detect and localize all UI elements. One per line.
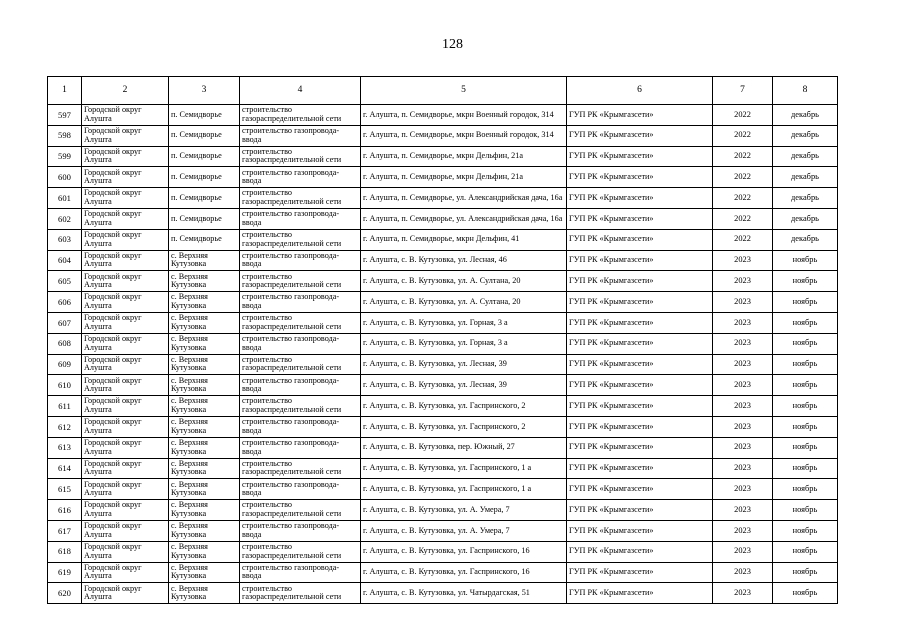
work-type-cell: строительство газораспределительной сети	[240, 229, 361, 250]
municipality-cell: Городской округ Алушта	[82, 458, 169, 479]
address-cell: г. Алушта, с. В. Кутузовка, ул. Лесная, 39	[361, 375, 567, 396]
settlement-cell: с. Верхняя Кутузовка	[169, 333, 240, 354]
work-type-cell: строительство газопровода-ввода	[240, 562, 361, 583]
year-cell: 2023	[713, 250, 773, 271]
month-cell: декабрь	[773, 125, 838, 146]
work-type-cell: строительство газораспределительной сети	[240, 354, 361, 375]
municipality-cell: Городской округ Алушта	[82, 229, 169, 250]
address-cell: г. Алушта, с. В. Кутузовка, ул. А. Умера, 7	[361, 520, 567, 541]
year-cell: 2023	[713, 479, 773, 500]
address-cell: г. Алушта, с. В. Кутузовка, ул. А. Султана, 20	[361, 292, 567, 313]
work-type-cell: строительство газопровода-ввода	[240, 208, 361, 229]
organization-cell: ГУП РК «Крымгазсети»	[567, 125, 713, 146]
header-cell: 2	[82, 77, 169, 105]
header-cell: 5	[361, 77, 567, 105]
municipality-cell: Городской округ Алушта	[82, 146, 169, 167]
table-body	[48, 105, 838, 604]
month-cell: ноябрь	[773, 583, 838, 604]
address-cell: г. Алушта, с. В. Кутузовка, ул. А. Умера, 7	[361, 500, 567, 521]
organization-cell: ГУП РК «Крымгазсети»	[567, 250, 713, 271]
work-type-cell: строительство газопровода-ввода	[240, 375, 361, 396]
organization-cell: ГУП РК «Крымгазсети»	[567, 312, 713, 333]
settlement-cell: с. Верхняя Кутузовка	[169, 500, 240, 521]
row-number-cell: 602	[48, 208, 82, 229]
settlement-cell: с. Верхняя Кутузовка	[169, 312, 240, 333]
row-number-cell: 603	[48, 229, 82, 250]
settlement-cell: п. Семидворье	[169, 125, 240, 146]
table-row	[48, 541, 838, 562]
row-number-cell: 611	[48, 396, 82, 417]
settlement-cell: п. Семидворье	[169, 229, 240, 250]
address-cell: г. Алушта, п. Семидворье, мкрн Военный городок, 314	[361, 105, 567, 126]
month-cell: декабрь	[773, 208, 838, 229]
table-row	[48, 146, 838, 167]
year-cell: 2023	[713, 416, 773, 437]
organization-cell: ГУП РК «Крымгазсети»	[567, 271, 713, 292]
municipality-cell: Городской округ Алушта	[82, 271, 169, 292]
year-cell: 2023	[713, 271, 773, 292]
work-type-cell: строительство газопровода-ввода	[240, 167, 361, 188]
address-cell: г. Алушта, с. В. Кутузовка, ул. Гаспринского, 2	[361, 416, 567, 437]
table-row	[48, 437, 838, 458]
table-row	[48, 188, 838, 209]
year-cell: 2023	[713, 562, 773, 583]
organization-cell: ГУП РК «Крымгазсети»	[567, 105, 713, 126]
table-row	[48, 250, 838, 271]
municipality-cell: Городской округ Алушта	[82, 416, 169, 437]
organization-cell: ГУП РК «Крымгазсети»	[567, 500, 713, 521]
month-cell: ноябрь	[773, 479, 838, 500]
organization-cell: ГУП РК «Крымгазсети»	[567, 520, 713, 541]
year-cell: 2023	[713, 312, 773, 333]
organization-cell: ГУП РК «Крымгазсети»	[567, 146, 713, 167]
municipality-cell: Городской округ Алушта	[82, 125, 169, 146]
header-row	[48, 77, 838, 105]
address-cell: г. Алушта, с. В. Кутузовка, ул. Чатырдагская, 51	[361, 583, 567, 604]
table-row	[48, 105, 838, 126]
work-type-cell: строительство газопровода-ввода	[240, 333, 361, 354]
year-cell: 2023	[713, 541, 773, 562]
settlement-cell: с. Верхняя Кутузовка	[169, 354, 240, 375]
settlement-cell: с. Верхняя Кутузовка	[169, 416, 240, 437]
month-cell: ноябрь	[773, 500, 838, 521]
row-number-cell: 610	[48, 375, 82, 396]
address-cell: г. Алушта, с. В. Кутузовка, ул. Гаспринского, 16	[361, 541, 567, 562]
month-cell: ноябрь	[773, 458, 838, 479]
municipality-cell: Городской округ Алушта	[82, 250, 169, 271]
year-cell: 2022	[713, 105, 773, 126]
address-cell: г. Алушта, п. Семидворье, ул. Александрийская дача, 16а	[361, 208, 567, 229]
month-cell: ноябрь	[773, 292, 838, 313]
address-cell: г. Алушта, с. В. Кутузовка, ул. Гаспринского, 1 а	[361, 458, 567, 479]
month-cell: декабрь	[773, 229, 838, 250]
month-cell: ноябрь	[773, 250, 838, 271]
organization-cell: ГУП РК «Крымгазсети»	[567, 375, 713, 396]
month-cell: ноябрь	[773, 312, 838, 333]
month-cell: ноябрь	[773, 520, 838, 541]
year-cell: 2022	[713, 167, 773, 188]
municipality-cell: Городской округ Алушта	[82, 479, 169, 500]
year-cell: 2023	[713, 583, 773, 604]
row-number-cell: 618	[48, 541, 82, 562]
row-number-cell: 599	[48, 146, 82, 167]
row-number-cell: 609	[48, 354, 82, 375]
organization-cell: ГУП РК «Крымгазсети»	[567, 354, 713, 375]
table-row	[48, 229, 838, 250]
settlement-cell: с. Верхняя Кутузовка	[169, 250, 240, 271]
year-cell: 2023	[713, 520, 773, 541]
table-row	[48, 125, 838, 146]
address-cell: г. Алушта, п. Семидворье, мкрн Дельфин, 41	[361, 229, 567, 250]
month-cell: ноябрь	[773, 416, 838, 437]
table-row	[48, 583, 838, 604]
table-row	[48, 458, 838, 479]
settlement-cell: с. Верхняя Кутузовка	[169, 520, 240, 541]
month-cell: декабрь	[773, 105, 838, 126]
municipality-cell: Городской округ Алушта	[82, 375, 169, 396]
address-cell: г. Алушта, с. В. Кутузовка, ул. Лесная, 46	[361, 250, 567, 271]
organization-cell: ГУП РК «Крымгазсети»	[567, 479, 713, 500]
work-type-cell: строительство газораспределительной сети	[240, 500, 361, 521]
organization-cell: ГУП РК «Крымгазсети»	[567, 562, 713, 583]
row-number-cell: 617	[48, 520, 82, 541]
municipality-cell: Городской округ Алушта	[82, 188, 169, 209]
settlement-cell: с. Верхняя Кутузовка	[169, 437, 240, 458]
month-cell: декабрь	[773, 146, 838, 167]
organization-cell: ГУП РК «Крымгазсети»	[567, 333, 713, 354]
municipality-cell: Городской округ Алушта	[82, 396, 169, 417]
address-cell: г. Алушта, с. В. Кутузовка, ул. Гаспринского, 1 а	[361, 479, 567, 500]
month-cell: ноябрь	[773, 541, 838, 562]
row-number-cell: 619	[48, 562, 82, 583]
table-row	[48, 333, 838, 354]
month-cell: декабрь	[773, 188, 838, 209]
work-type-cell: строительство газораспределительной сети	[240, 312, 361, 333]
municipality-cell: Городской округ Алушта	[82, 437, 169, 458]
settlement-cell: с. Верхняя Кутузовка	[169, 292, 240, 313]
table-row	[48, 271, 838, 292]
settlement-cell: с. Верхняя Кутузовка	[169, 375, 240, 396]
row-number-cell: 612	[48, 416, 82, 437]
municipality-cell: Городской округ Алушта	[82, 583, 169, 604]
year-cell: 2023	[713, 333, 773, 354]
settlement-cell: п. Семидворье	[169, 105, 240, 126]
month-cell: ноябрь	[773, 396, 838, 417]
municipality-cell: Городской округ Алушта	[82, 167, 169, 188]
settlement-cell: п. Семидворье	[169, 146, 240, 167]
work-type-cell: строительство газораспределительной сети	[240, 583, 361, 604]
municipality-cell: Городской округ Алушта	[82, 562, 169, 583]
municipality-cell: Городской округ Алушта	[82, 292, 169, 313]
header-cell: 4	[240, 77, 361, 105]
address-cell: г. Алушта, п. Семидворье, мкрн Дельфин, 21а	[361, 167, 567, 188]
organization-cell: ГУП РК «Крымгазсети»	[567, 188, 713, 209]
table-row	[48, 562, 838, 583]
organization-cell: ГУП РК «Крымгазсети»	[567, 292, 713, 313]
address-cell: г. Алушта, с. В. Кутузовка, ул. Горная, 3 а	[361, 312, 567, 333]
organization-cell: ГУП РК «Крымгазсети»	[567, 229, 713, 250]
organization-cell: ГУП РК «Крымгазсети»	[567, 583, 713, 604]
row-number-cell: 605	[48, 271, 82, 292]
gasification-table	[47, 76, 838, 604]
year-cell: 2022	[713, 146, 773, 167]
table-row	[48, 396, 838, 417]
work-type-cell: строительство газопровода-ввода	[240, 250, 361, 271]
address-cell: г. Алушта, п. Семидворье, мкрн Дельфин, 21а	[361, 146, 567, 167]
work-type-cell: строительство газопровода-ввода	[240, 292, 361, 313]
table-row	[48, 520, 838, 541]
settlement-cell: с. Верхняя Кутузовка	[169, 583, 240, 604]
organization-cell: ГУП РК «Крымгазсети»	[567, 208, 713, 229]
row-number-cell: 598	[48, 125, 82, 146]
address-cell: г. Алушта, с. В. Кутузовка, ул. Горная, 3 а	[361, 333, 567, 354]
header-cell: 8	[773, 77, 838, 105]
row-number-cell: 613	[48, 437, 82, 458]
address-cell: г. Алушта, с. В. Кутузовка, ул. Гаспринского, 2	[361, 396, 567, 417]
row-number-cell: 597	[48, 105, 82, 126]
municipality-cell: Городской округ Алушта	[82, 105, 169, 126]
year-cell: 2023	[713, 396, 773, 417]
year-cell: 2023	[713, 292, 773, 313]
work-type-cell: строительство газораспределительной сети	[240, 396, 361, 417]
organization-cell: ГУП РК «Крымгазсети»	[567, 167, 713, 188]
month-cell: ноябрь	[773, 271, 838, 292]
page-number: 128	[442, 37, 463, 52]
address-cell: г. Алушта, п. Семидворье, мкрн Военный городок, 314	[361, 125, 567, 146]
organization-cell: ГУП РК «Крымгазсети»	[567, 458, 713, 479]
year-cell: 2022	[713, 208, 773, 229]
row-number-cell: 616	[48, 500, 82, 521]
table-row	[48, 167, 838, 188]
month-cell: ноябрь	[773, 437, 838, 458]
month-cell: ноябрь	[773, 333, 838, 354]
municipality-cell: Городской округ Алушта	[82, 541, 169, 562]
row-number-cell: 620	[48, 583, 82, 604]
settlement-cell: с. Верхняя Кутузовка	[169, 479, 240, 500]
row-number-cell: 608	[48, 333, 82, 354]
header-cell: 7	[713, 77, 773, 105]
year-cell: 2022	[713, 188, 773, 209]
settlement-cell: с. Верхняя Кутузовка	[169, 458, 240, 479]
settlement-cell: с. Верхняя Кутузовка	[169, 562, 240, 583]
settlement-cell: п. Семидворье	[169, 188, 240, 209]
month-cell: ноябрь	[773, 375, 838, 396]
work-type-cell: строительство газопровода-ввода	[240, 520, 361, 541]
organization-cell: ГУП РК «Крымгазсети»	[567, 416, 713, 437]
organization-cell: ГУП РК «Крымгазсети»	[567, 437, 713, 458]
row-number-cell: 606	[48, 292, 82, 313]
address-cell: г. Алушта, с. В. Кутузовка, ул. А. Султана, 20	[361, 271, 567, 292]
settlement-cell: с. Верхняя Кутузовка	[169, 271, 240, 292]
table-row	[48, 500, 838, 521]
year-cell: 2023	[713, 458, 773, 479]
table-row	[48, 479, 838, 500]
year-cell: 2022	[713, 125, 773, 146]
address-cell: г. Алушта, с. В. Кутузовка, ул. Гаспринского, 16	[361, 562, 567, 583]
work-type-cell: строительство газопровода-ввода	[240, 437, 361, 458]
header-cell: 3	[169, 77, 240, 105]
table-row	[48, 375, 838, 396]
settlement-cell: п. Семидворье	[169, 208, 240, 229]
year-cell: 2023	[713, 375, 773, 396]
organization-cell: ГУП РК «Крымгазсети»	[567, 541, 713, 562]
row-number-cell: 604	[48, 250, 82, 271]
work-type-cell: строительство газораспределительной сети	[240, 146, 361, 167]
work-type-cell: строительство газораспределительной сети	[240, 188, 361, 209]
municipality-cell: Городской округ Алушта	[82, 312, 169, 333]
settlement-cell: с. Верхняя Кутузовка	[169, 541, 240, 562]
year-cell: 2023	[713, 354, 773, 375]
table-row	[48, 312, 838, 333]
year-cell: 2022	[713, 229, 773, 250]
work-type-cell: строительство газопровода-ввода	[240, 125, 361, 146]
settlement-cell: п. Семидворье	[169, 167, 240, 188]
work-type-cell: строительство газопровода-ввода	[240, 416, 361, 437]
row-number-cell: 615	[48, 479, 82, 500]
header-cell: 6	[567, 77, 713, 105]
table-row	[48, 208, 838, 229]
year-cell: 2023	[713, 437, 773, 458]
address-cell: г. Алушта, п. Семидворье, ул. Александрийская дача, 16а	[361, 188, 567, 209]
table-row	[48, 416, 838, 437]
work-type-cell: строительство газопровода-ввода	[240, 479, 361, 500]
work-type-cell: строительство газораспределительной сети	[240, 458, 361, 479]
municipality-cell: Городской округ Алушта	[82, 354, 169, 375]
row-number-cell: 601	[48, 188, 82, 209]
row-number-cell: 614	[48, 458, 82, 479]
work-type-cell: строительство газораспределительной сети	[240, 541, 361, 562]
row-number-cell: 607	[48, 312, 82, 333]
work-type-cell: строительство газораспределительной сети	[240, 271, 361, 292]
month-cell: декабрь	[773, 167, 838, 188]
work-type-cell: строительство газораспределительной сети	[240, 105, 361, 126]
municipality-cell: Городской округ Алушта	[82, 333, 169, 354]
address-cell: г. Алушта, с. В. Кутузовка, ул. Лесная, 39	[361, 354, 567, 375]
table-row	[48, 354, 838, 375]
organization-cell: ГУП РК «Крымгазсети»	[567, 396, 713, 417]
municipality-cell: Городской округ Алушта	[82, 500, 169, 521]
month-cell: ноябрь	[773, 562, 838, 583]
address-cell: г. Алушта, с. В. Кутузовка, пер. Южный, 27	[361, 437, 567, 458]
municipality-cell: Городской округ Алушта	[82, 520, 169, 541]
settlement-cell: с. Верхняя Кутузовка	[169, 396, 240, 417]
header-cell: 1	[48, 77, 82, 105]
table-row	[48, 292, 838, 313]
year-cell: 2023	[713, 500, 773, 521]
month-cell: ноябрь	[773, 354, 838, 375]
row-number-cell: 600	[48, 167, 82, 188]
municipality-cell: Городской округ Алушта	[82, 208, 169, 229]
